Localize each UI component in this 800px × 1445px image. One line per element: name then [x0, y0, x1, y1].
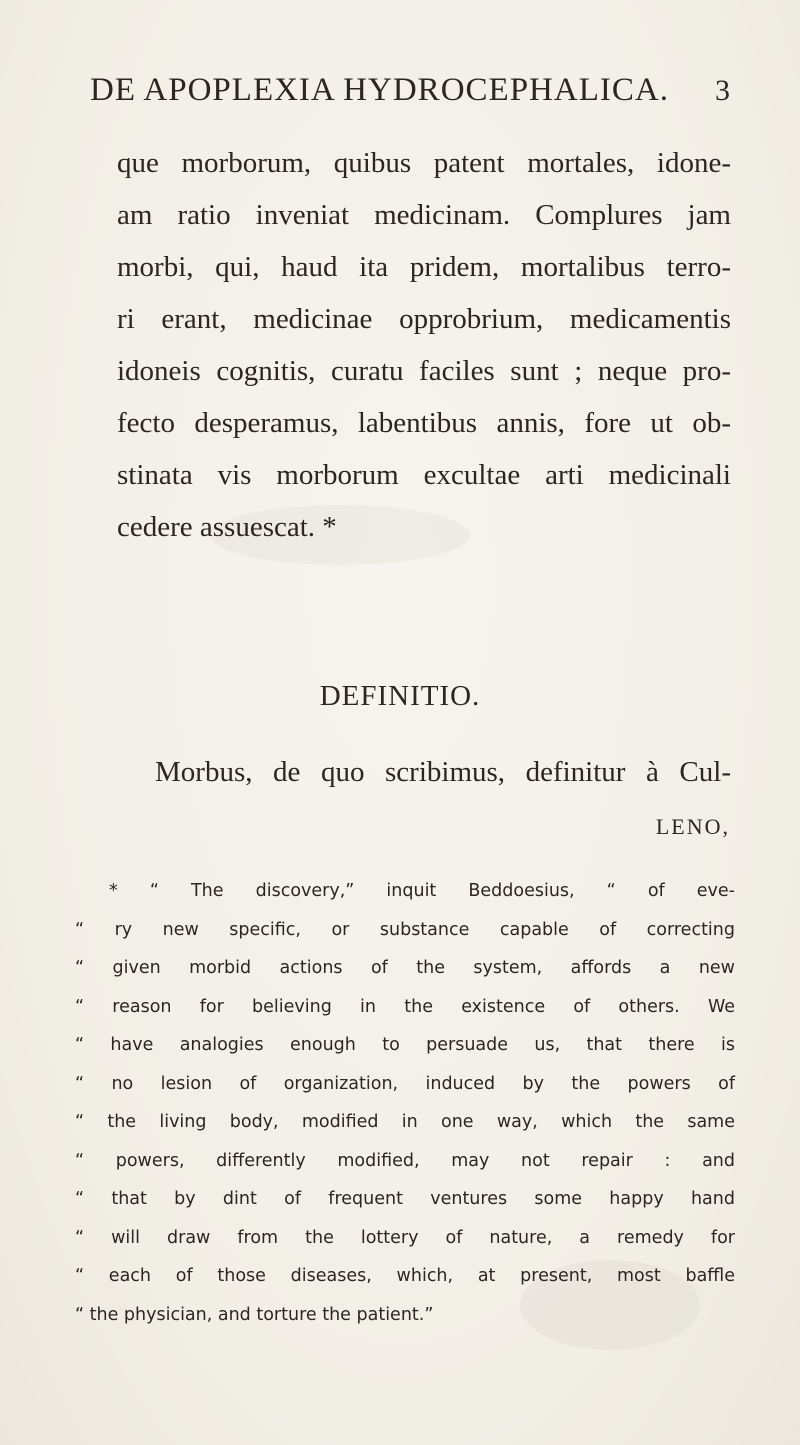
text-line: fecto desperamus, labentibus annis, fore ut ob- [117, 407, 731, 439]
text-line: stinata vis morborum excultae arti medicinali [117, 459, 731, 491]
page-number: 3 [715, 74, 730, 107]
definition-line: Morbus, de quo scribimus, definitur à Cul- [155, 756, 731, 788]
footnote-line: “ will draw from the lottery of nature, a remedy for [75, 1227, 735, 1248]
text-line: ri erant, medicinae opprobrium, medicamentis [117, 303, 731, 335]
footnote-line: “ that by dint of frequent ventures some happy hand [75, 1189, 735, 1209]
footnote-line: “ the living body, modified in one way, which the same [75, 1112, 735, 1132]
footnote-line: “ given morbid actions of the system, affords a new [75, 958, 735, 978]
footnote [75, 880, 735, 1342]
text-line: am ratio inveniat medicinam. Complures jam [117, 199, 731, 231]
footnote-line: * “ The discovery,” inquit Beddoesius, “ of eve- [109, 881, 735, 901]
section-heading: DEFINITIO. [319, 680, 481, 712]
footnote-line: “ the physician, and torture the patient.” [75, 1304, 434, 1325]
footnote-line: “ have analogies enough to persuade us, that there is [75, 1035, 735, 1055]
footnote-line: “ each of those diseases, which, at present, most baffle [75, 1266, 735, 1286]
body-paragraph [117, 148, 731, 564]
footnote-line: “ ry new specific, or substance capable of correcting [75, 919, 735, 940]
running-head: DE APOPLEXIA HYDROCEPHALICA. [90, 72, 669, 108]
text-line: cedere assuescat. * [117, 511, 337, 543]
footnote-line: “ reason for believing in the existence of others. We [75, 996, 735, 1017]
footnote-line: “ powers, differently modified, may not repair : and [75, 1150, 735, 1171]
text-line: idoneis cognitis, curatu faciles sunt ; neque pro- [117, 355, 731, 387]
footnote-line: “ no lesion of organization, induced by the powers of [75, 1073, 735, 1094]
definition-continuation: LENO, [655, 814, 730, 839]
text-line: que morborum, quibus patent mortales, idone- [117, 147, 731, 179]
text-line: morbi, qui, haud ita pridem, mortalibus terro- [117, 251, 731, 283]
page-header [90, 72, 730, 122]
